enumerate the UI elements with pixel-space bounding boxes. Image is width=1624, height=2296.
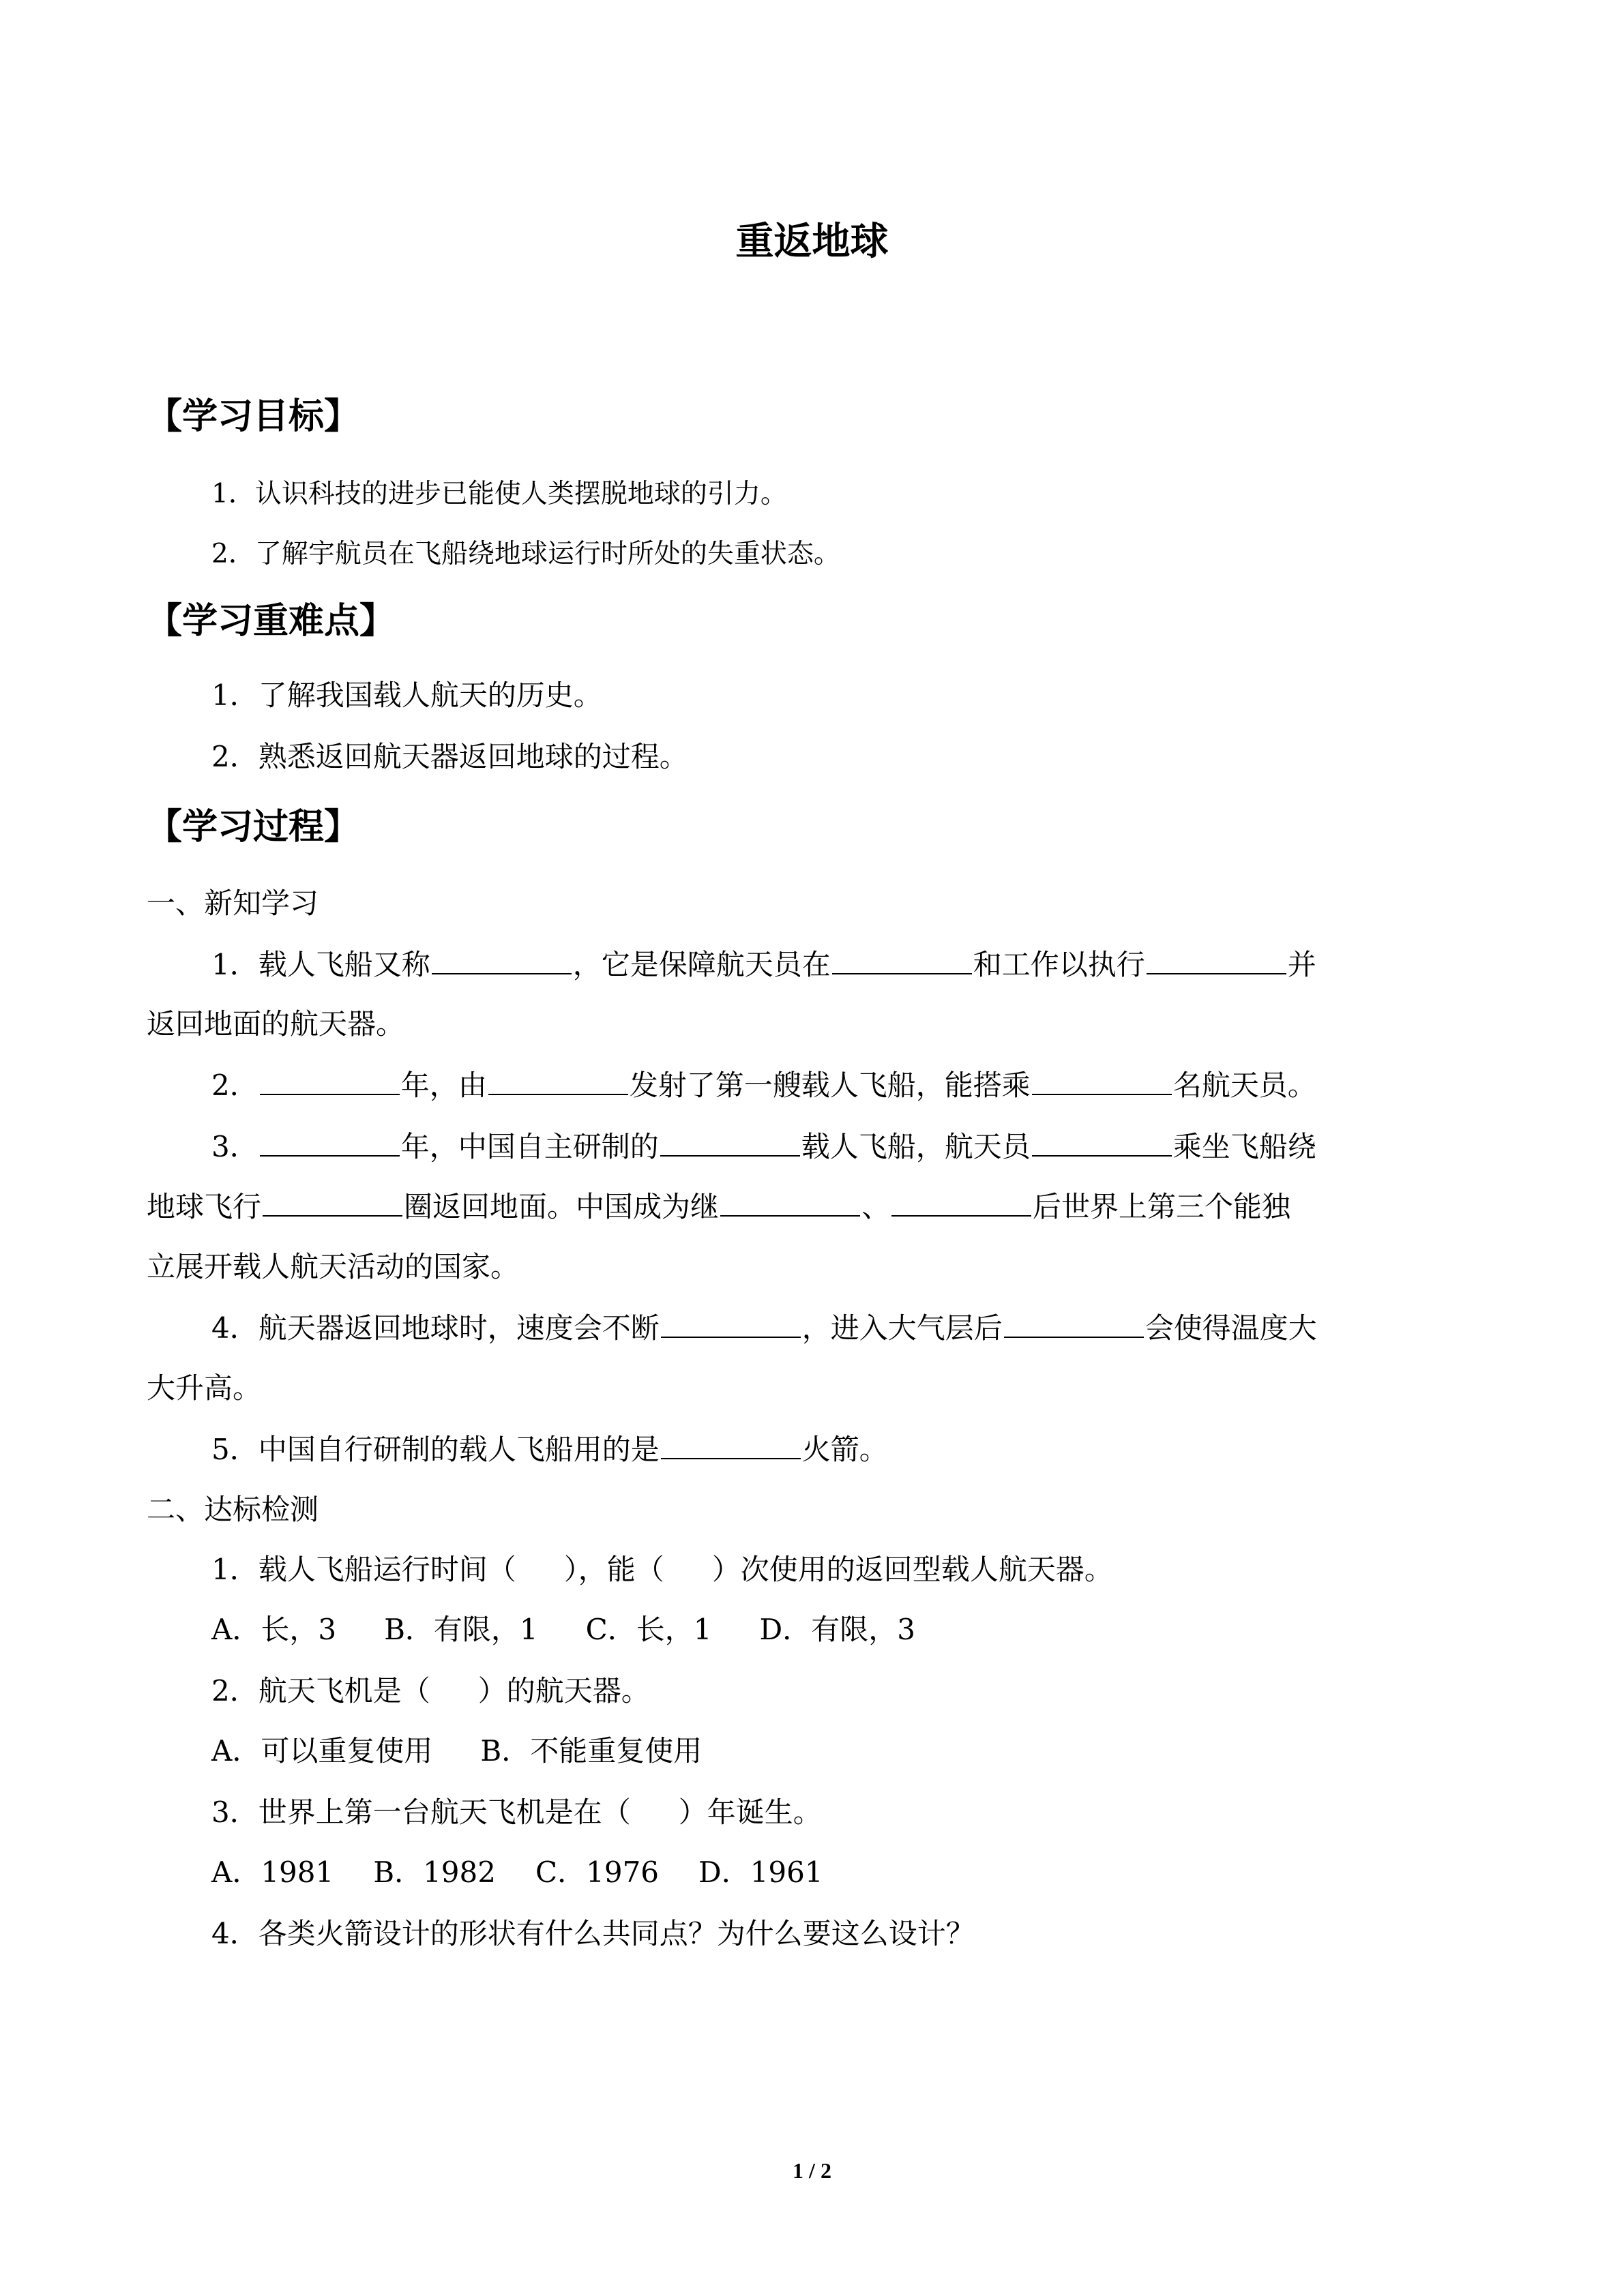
- option[interactable]: B．有限，1: [384, 1613, 538, 1646]
- q-text: 会使得温度大: [1145, 1311, 1317, 1345]
- objective-item: 1．认识科技的进步已能使人类摆脱地球的引力。: [211, 479, 787, 509]
- q-text: ，它是保障航天员在: [572, 948, 831, 981]
- q-text: 并: [1287, 948, 1316, 981]
- q-text: 载人飞船，航天员: [801, 1130, 1031, 1163]
- fill-blank[interactable]: [891, 1188, 1031, 1217]
- test-question-2-options: [211, 1731, 702, 1772]
- fill-blank[interactable]: [1147, 946, 1286, 974]
- question-3-cont: [147, 1187, 1290, 1227]
- q-text: 年，由: [400, 1069, 487, 1102]
- q-text: 1．载人飞船又称: [211, 948, 430, 981]
- question-1-cont: 返回地面的航天器。: [147, 1007, 405, 1041]
- heading-key-points: 【学习重难点】: [147, 601, 396, 642]
- q-text: 乘坐飞船绕: [1172, 1130, 1316, 1163]
- question-1: [211, 944, 1316, 985]
- page-number: 1 / 2: [793, 2158, 831, 2183]
- q-text: 1．载人飞船运行时间（: [211, 1553, 516, 1586]
- heading-objectives: 【学习目标】: [147, 396, 360, 437]
- q-text: ）年诞生。: [678, 1795, 822, 1829]
- q-text: ，进入大气层后: [801, 1311, 1003, 1345]
- question-2: [211, 1065, 1316, 1106]
- option[interactable]: D．有限，3: [759, 1613, 915, 1646]
- fill-blank[interactable]: [832, 946, 972, 974]
- q-text: 圈返回地面。中国成为继: [404, 1190, 720, 1223]
- q-text: 后世界上第三个能独: [1033, 1190, 1291, 1223]
- q-text: 年，中国自主研制的: [400, 1130, 659, 1163]
- q-text: ），能（: [563, 1553, 664, 1586]
- fill-blank[interactable]: [1032, 1128, 1172, 1157]
- part2-title: 二、达标检测: [147, 1493, 319, 1526]
- option[interactable]: C．1976: [535, 1855, 660, 1889]
- q-text: 2．航天飞机是（: [211, 1674, 430, 1708]
- fill-blank[interactable]: [260, 1128, 400, 1157]
- fill-blank[interactable]: [720, 1188, 860, 1217]
- option[interactable]: B．1982: [373, 1855, 496, 1889]
- option[interactable]: A．1981: [211, 1855, 334, 1889]
- page-title: 重返地球: [735, 220, 889, 264]
- fill-blank[interactable]: [1032, 1067, 1172, 1095]
- option[interactable]: C．长，1: [585, 1613, 712, 1646]
- q-text: ）次使用的返回型载人航天器。: [711, 1553, 1113, 1586]
- fill-blank[interactable]: [260, 1067, 400, 1095]
- q-text: 4．航天器返回地球时，速度会不断: [211, 1311, 660, 1345]
- q-text: ）的航天器。: [477, 1674, 650, 1708]
- question-4: [211, 1308, 1317, 1349]
- q-text: 发射了第一艘载人飞船，能搭乘: [629, 1069, 1031, 1102]
- question-5: [211, 1429, 888, 1470]
- test-question-1-options: [211, 1609, 915, 1650]
- q-text: 火箭。: [801, 1433, 888, 1466]
- option[interactable]: A．长，3: [211, 1613, 337, 1646]
- part1-title: 一、新知学习: [147, 886, 319, 920]
- q-text: 名航天员。: [1172, 1069, 1316, 1102]
- q-text: 3．: [211, 1130, 259, 1163]
- fill-blank[interactable]: [488, 1067, 628, 1095]
- objective-item: 2．了解宇航员在飞船绕地球运行时所处的失重状态。: [211, 539, 840, 569]
- option[interactable]: A．可以重复使用: [211, 1734, 433, 1768]
- option[interactable]: D．1961: [698, 1855, 823, 1889]
- fill-blank[interactable]: [661, 1431, 801, 1459]
- test-question-4: 4．各类火箭设计的形状有什么共同点？为什么要这么设计？: [211, 1917, 975, 1950]
- q-text: 2．: [211, 1069, 259, 1102]
- question-3-cont2: 立展开载人航天活动的国家。: [147, 1250, 520, 1283]
- test-question-1: [211, 1549, 1113, 1590]
- key-point-item: 2．熟悉返回航天器返回地球的过程。: [211, 740, 688, 773]
- heading-process: 【学习过程】: [147, 807, 360, 848]
- question-4-cont: 大升高。: [147, 1371, 262, 1405]
- fill-blank[interactable]: [661, 1309, 801, 1338]
- fill-blank[interactable]: [263, 1188, 402, 1217]
- q-text: 和工作以执行: [973, 948, 1145, 981]
- test-question-2: [211, 1671, 650, 1712]
- test-question-3: [211, 1792, 822, 1833]
- q-text: 、: [861, 1190, 891, 1223]
- q-text: 5．中国自行研制的载人飞船用的是: [211, 1433, 660, 1466]
- fill-blank[interactable]: [432, 946, 572, 974]
- q-text: 3．世界上第一台航天飞机是在（: [211, 1795, 631, 1829]
- key-point-item: 1．了解我国载人航天的历史。: [211, 679, 602, 712]
- option[interactable]: B．不能重复使用: [480, 1734, 703, 1768]
- question-3: [211, 1127, 1316, 1167]
- fill-blank[interactable]: [1004, 1309, 1144, 1338]
- q-text: 地球飞行: [147, 1190, 262, 1223]
- fill-blank[interactable]: [660, 1128, 800, 1157]
- test-question-3-options: [211, 1852, 823, 1893]
